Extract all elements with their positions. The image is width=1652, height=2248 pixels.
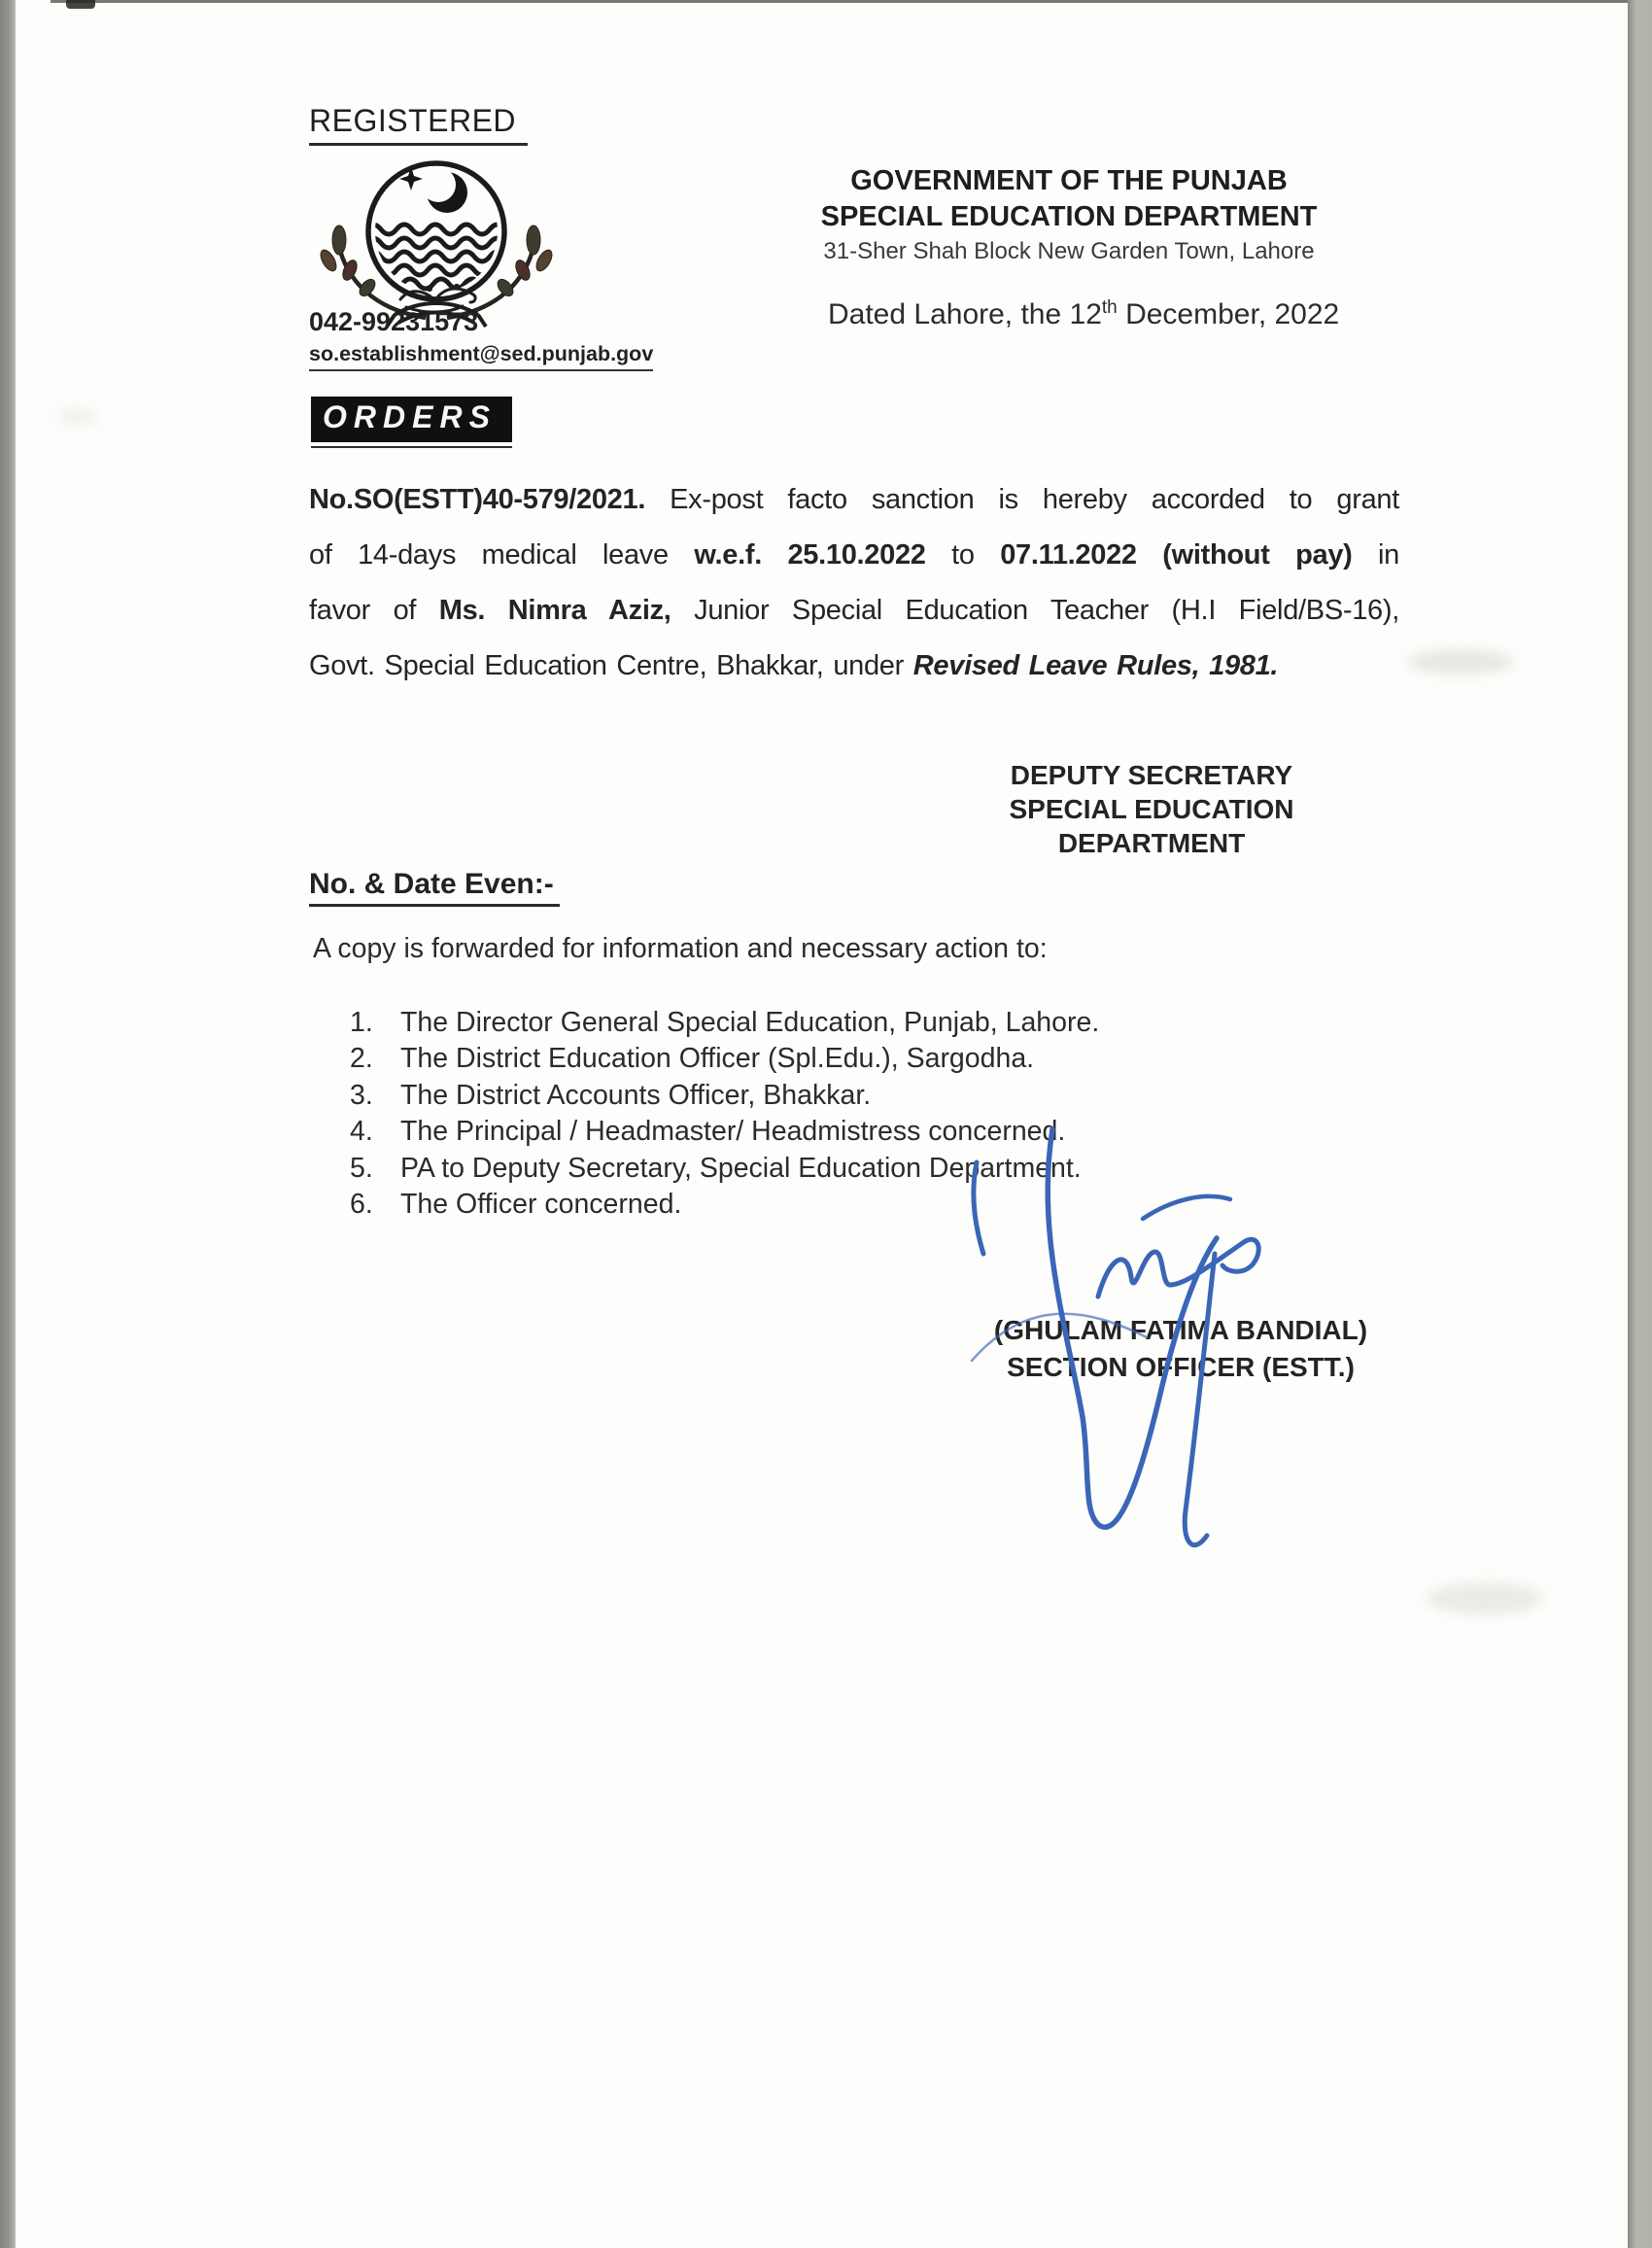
cc-item-number: 1.	[350, 1007, 373, 1038]
department-address: 31-Sher Shah Block New Garden Town, Lahore	[823, 238, 1315, 264]
leave-end-date: 07.11.2022 (without pay)	[1000, 539, 1353, 571]
order-text: Ex-post facto sanction is hereby accorded to grant	[645, 484, 1399, 515]
signatory-title: SECTION OFFICER (ESTT.)	[1007, 1352, 1355, 1382]
cc-item-number: 4.	[350, 1116, 373, 1148]
order-text: Govt. Special Education Centre, Bhakkar, under	[309, 650, 913, 681]
cc-item-number: 3.	[350, 1079, 373, 1111]
no-and-date-label: No. & Date Even:-	[309, 868, 560, 907]
cc-item-text: The Principal / Headmaster/ Headmistress concerned.	[400, 1116, 1066, 1148]
cc-item	[350, 1005, 1099, 1041]
order-paragraph	[309, 472, 1399, 694]
deputy-line-3: DEPARTMENT	[1057, 828, 1246, 858]
order-line-3	[309, 583, 1399, 639]
order-text: of 14-days medical leave	[309, 539, 695, 571]
scan-edge-top	[51, 0, 1628, 3]
cc-item-text: The Officer concerned.	[400, 1189, 682, 1221]
order-text: Junior Special Education Teacher (H.I Field/BS-16),	[671, 595, 1399, 626]
scan-smudge	[1407, 649, 1514, 674]
date-ordinal-suffix: th	[1101, 297, 1118, 318]
deputy-secretary-block	[977, 758, 1326, 860]
scan-smudge	[58, 408, 97, 426]
cc-item-text: The Director General Special Education, Punjab, Lahore.	[400, 1007, 1100, 1038]
order-text: to	[925, 539, 1001, 571]
cc-item-text: The District Education Officer (Spl.Edu.), Sargodha.	[400, 1043, 1035, 1075]
cc-item-number: 2.	[350, 1043, 373, 1075]
signatory-name: (GHULAM FATIMA BANDIAL)	[993, 1315, 1368, 1345]
order-line-4	[309, 639, 1399, 694]
signature-svg	[921, 1106, 1320, 1563]
date-suffix: December, 2022	[1117, 298, 1340, 330]
phone-number: 042-99231573	[309, 307, 479, 336]
deputy-line-2: SPECIAL EDUCATION	[1009, 794, 1294, 824]
cc-item-text: PA to Deputy Secretary, Special Education Department.	[400, 1152, 1082, 1184]
date-prefix: Dated Lahore, the 12	[828, 298, 1102, 330]
cc-item-text: The District Accounts Officer, Bhakkar.	[400, 1079, 872, 1111]
order-number: No.SO(ESTT)40-579/2021.	[309, 484, 646, 515]
email-address: so.establishment@sed.punjab.gov	[309, 342, 653, 371]
government-title: GOVERNMENT OF THE PUNJAB	[850, 165, 1288, 196]
order-text: favor of	[309, 595, 439, 626]
scan-smudge	[1427, 1582, 1543, 1615]
leave-start-date: w.e.f. 25.10.2022	[694, 539, 926, 571]
scan-edge-left	[0, 0, 16, 2248]
order-line-1	[309, 472, 1399, 528]
forwarding-statement: A copy is forwarded for information and necessary action to:	[313, 933, 1048, 964]
order-line-2	[309, 528, 1399, 583]
teacher-name: Ms. Nimra Aziz,	[438, 595, 671, 626]
orders-heading-wrap	[311, 397, 512, 448]
cc-item-number: 6.	[350, 1189, 373, 1221]
department-title: SPECIAL EDUCATION DEPARTMENT	[820, 201, 1318, 232]
leave-rules-reference: Revised Leave Rules, 1981.	[912, 650, 1279, 681]
scan-edge-right	[1628, 0, 1652, 2248]
scan-notch	[66, 0, 95, 9]
date-line	[828, 297, 1339, 331]
handwritten-signature	[921, 1106, 1320, 1563]
cc-item	[350, 1041, 1099, 1077]
deputy-line-1: DEPUTY SECRETARY	[1010, 760, 1293, 790]
registered-label: REGISTERED	[309, 103, 528, 146]
department-header	[805, 163, 1333, 267]
cc-item-number: 5.	[350, 1152, 373, 1184]
orders-heading: ORDERS	[311, 397, 512, 442]
order-text: in	[1352, 539, 1399, 571]
